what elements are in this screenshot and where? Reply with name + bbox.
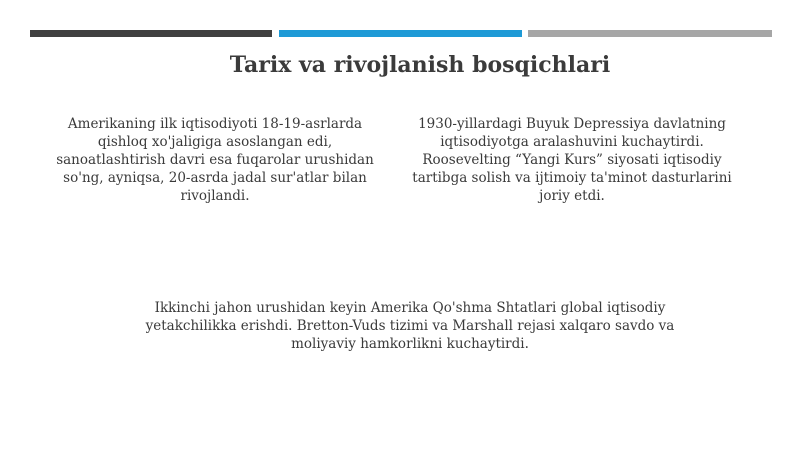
accent-bar-dark (30, 30, 272, 37)
paragraph-great-depression: 1930-yillardagi Buyuk Depressiya davlatning iqtisodiyotga aralashuvini kuchaytirdi. Roosevelting “Yangi Kurs” siyosati iqtisodiy tartibga solish va ijtimoiy ta'minot dasturlarini joriy etdi. (412, 116, 732, 204)
paragraph-agrarian-industrial: Amerikaning ilk iqtisodiyoti 18-19-asrlarda qishloq xo'jaligiga asoslangan edi, sanoatlashtirish davri esa fuqarolar urushidan so'ng, ayniqsa, 20-asrda jadal sur'atlar bilan rivojlandi. (56, 116, 374, 204)
paragraph-postwar-leadership: Ikkinchi jahon urushidan keyin Amerika Qo'shma Shtatlari global iqtisodiy yetakchilikka erishdi. Bretton-Vuds tizimi va Marshall rejasi xalqaro savdo va moliyaviy hamkorlikni kuchaytirdi. (145, 300, 675, 352)
accent-bar-blue (279, 30, 522, 37)
slide-title: Tarix va rivojlanish bosqichlari (229, 52, 611, 78)
accent-bar-gray (528, 30, 772, 37)
